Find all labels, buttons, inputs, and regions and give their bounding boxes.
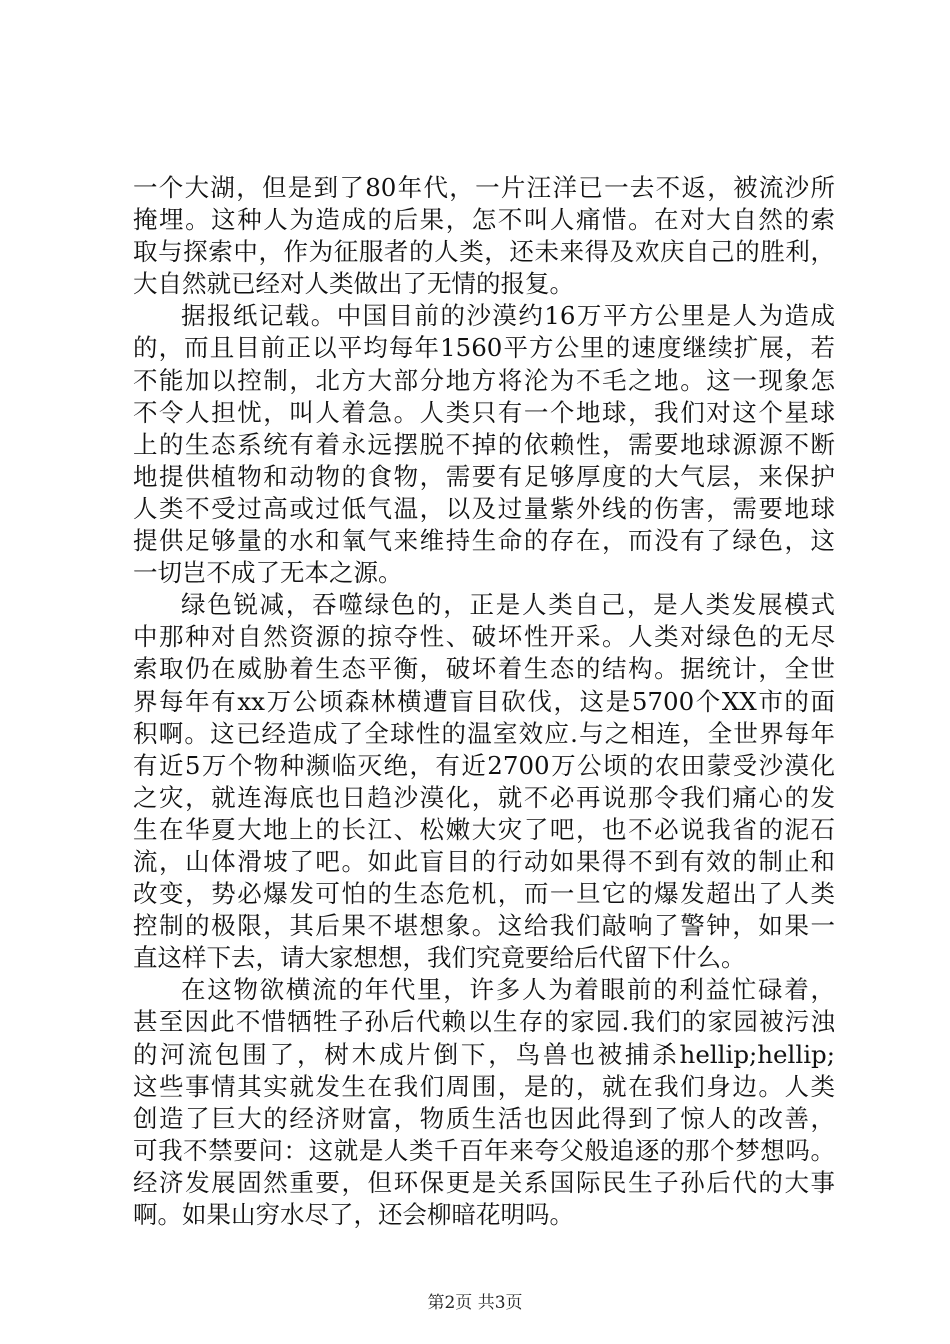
text-line-content: 不能加以控制，北方大部分地方将沦为不毛之地。这一现象怎 [133, 365, 835, 395]
text-line [133, 525, 835, 557]
text-line [133, 910, 835, 942]
text-line-content: 提供足够量的水和氧气来维持生命的存在，而没有了绿色，这 [133, 526, 835, 556]
text-line [133, 750, 835, 782]
text-line [133, 365, 835, 397]
text-line-content: 这些事情其实就发生在我们周围，是的，就在我们身边。人类 [133, 1071, 835, 1101]
text-line [133, 172, 835, 204]
text-line-content: 生在华夏大地上的长江、松嫩大灾了吧，也不必说我省的泥石 [133, 814, 835, 844]
text-line-content: 界每年有xx万公顷森林横遭盲目砍伐，这是5700个XX市的面 [133, 686, 835, 716]
text-line-content: 之灾，就连海底也日趋沙漠化，就不必再说那令我们痛心的发 [133, 782, 835, 812]
text-line-content: 索取仍在威胁着生态平衡，破坏着生态的结构。据统计，全世 [133, 654, 835, 684]
text-line [133, 846, 835, 878]
text-line [133, 686, 835, 718]
text-line [133, 268, 835, 300]
text-line-content: 掩埋。这种人为造成的后果，怎不叫人痛惜。在对大自然的索 [133, 205, 835, 235]
text-line [133, 782, 835, 814]
text-line-content: 积啊。这已经造成了全球性的温室效应.与之相连，全世界每年 [133, 718, 835, 748]
text-line [133, 493, 835, 525]
text-line [133, 878, 835, 910]
text-line-content: 地提供植物和动物的食物，需要有足够厚度的大气层，来保护 [133, 461, 835, 491]
text-line [133, 300, 835, 332]
text-line-content: 甚至因此不惜牺牲子孙后代赖以生存的家园.我们的家园被污浊 [133, 1007, 835, 1037]
page-number: 第2页 共3页 [427, 1293, 523, 1313]
text-line [133, 942, 835, 974]
text-line-content: 一切岂不成了无本之源。 [133, 558, 403, 588]
text-line-content: 的河流包围了，树木成片倒下，鸟兽也被捕杀hellip;hellip; [133, 1039, 835, 1069]
text-line [133, 1167, 835, 1199]
text-line-content: 直这样下去，请大家想想，我们究竟要给后代留下什么。 [133, 943, 746, 973]
text-line [133, 429, 835, 461]
text-line [133, 332, 835, 364]
text-line-content: 据报纸记载。中国目前的沙漠约16万平方公里是人为造成 [181, 301, 835, 331]
document-body [133, 172, 835, 1231]
text-line-content: 在这物欲横流的年代里，许多人为着眼前的利益忙碌着， [181, 975, 835, 1005]
text-line-content: 中那种对自然资源的掠夺性、破坏性开采。人类对绿色的无尽 [133, 622, 835, 652]
text-line-content: 上的生态系统有着永远摆脱不掉的依赖性，需要地球源源不断 [133, 429, 835, 459]
text-line-content: 不令人担忧，叫人着急。人类只有一个地球，我们对这个星球 [133, 397, 835, 427]
text-line [133, 236, 835, 268]
text-line [133, 557, 835, 589]
text-line [133, 1103, 835, 1135]
text-line [133, 814, 835, 846]
text-line-content: 取与探索中，作为征服者的人类，还未来得及欢庆自己的胜利， [133, 237, 835, 267]
text-line-content: 的，而且目前正以平均每年1560平方公里的速度继续扩展，若 [133, 333, 835, 363]
text-line-content: 可我不禁要问：这就是人类千百年来夸父般追逐的那个梦想吗。 [133, 1135, 835, 1165]
text-line [133, 1199, 835, 1231]
text-line-content: 流，山体滑坡了吧。如此盲目的行动如果得不到有效的制止和 [133, 846, 835, 876]
text-line-content: 人类不受过高或过低气温，以及过量紫外线的伤害，需要地球 [133, 493, 835, 523]
text-line-content: 创造了巨大的经济财富，物质生活也因此得到了惊人的改善， [133, 1103, 835, 1133]
text-line [133, 653, 835, 685]
text-line [133, 1006, 835, 1038]
text-line [133, 1071, 835, 1103]
text-line [133, 974, 835, 1006]
text-line [133, 1039, 835, 1071]
text-line-content: 控制的极限，其后果不堪想象。这给我们敲响了警钟，如果一 [133, 911, 835, 941]
text-line-content: 一个大湖，但是到了80年代，一片汪洋已一去不返，被流沙所 [133, 173, 835, 202]
text-line [133, 621, 835, 653]
text-line [133, 397, 835, 429]
text-line [133, 204, 835, 236]
text-line [133, 461, 835, 493]
text-line [133, 718, 835, 750]
text-line-content: 改变，势必爆发可怕的生态危机，而一旦它的爆发超出了人类 [133, 879, 835, 909]
text-line [133, 589, 835, 621]
text-line [133, 1135, 835, 1167]
text-line-content: 有近5万个物种濒临灭绝，有近2700万公顷的农田蒙受沙漠化 [133, 750, 835, 780]
text-line-content: 大自然就已经对人类做出了无情的报复。 [133, 269, 574, 299]
text-line-content: 啊。如果山穷水尽了，还会柳暗花明吗。 [133, 1200, 574, 1229]
text-line-content: 绿色锐减，吞噬绿色的，正是人类自己，是人类发展模式 [181, 590, 835, 620]
text-line-content: 经济发展固然重要，但环保更是关系国际民生子孙后代的大事 [133, 1167, 835, 1197]
